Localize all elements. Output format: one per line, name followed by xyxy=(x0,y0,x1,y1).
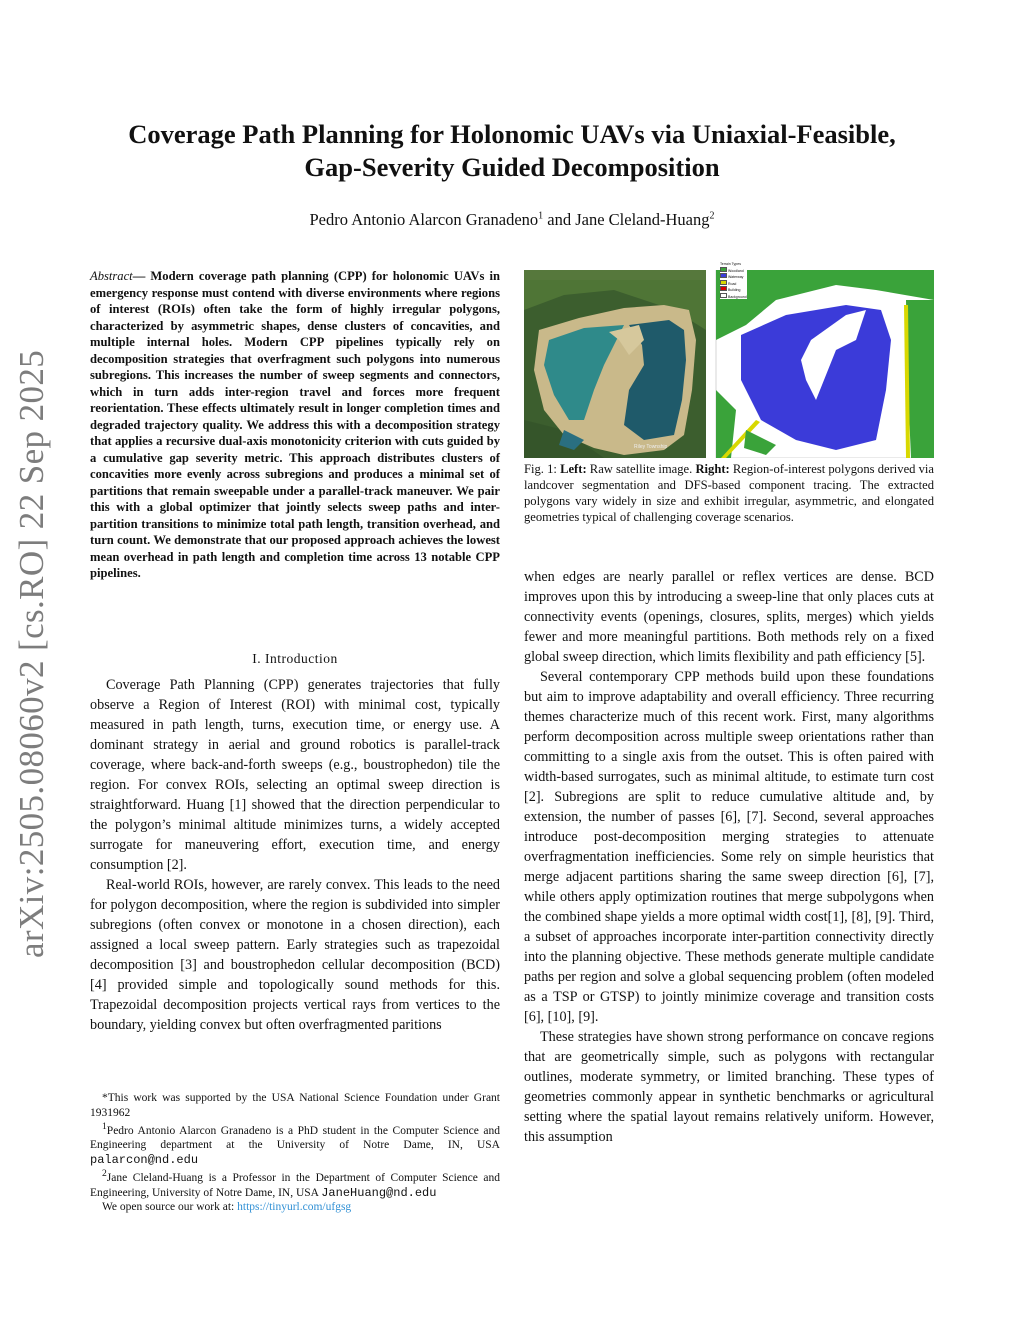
author-2: Jane Cleland-Huang xyxy=(575,210,710,229)
open-source-link[interactable]: https://tinyurl.com/ufgsg xyxy=(237,1201,352,1214)
caption-prefix: Fig. 1: xyxy=(524,462,561,476)
legend-label: Background xyxy=(728,294,747,299)
figure-1 xyxy=(524,262,934,458)
legend-label: Waterway xyxy=(728,275,744,279)
author-1-affiliation: 1 xyxy=(538,210,544,222)
intro-paragraph-1: Coverage Path Planning (CPP) generates trajectories that fully observe a Region of Interest (ROI) with minimal cost, typically measured in path length, turns, execution time, or energy use. A dominant strategy in aerial and ground robotics is parallel-track coverage, where back-and-forth sweeps (e.g., boustrophedon) tile the region. For convex ROIs, selecting an optimal sweep direction is straightforward. Huang [1] showed that the direction perpendicular to the polygon’s minimal altitude minimizes turns, a widely accepted surrogate for maneuvering effort, execution time, and energy consumption [2]. xyxy=(90,677,500,873)
footnote-1-marker: 1 xyxy=(102,1121,107,1132)
legend-label: Building xyxy=(728,288,741,292)
footnote-2-text: Jane Cleland-Huang is a Professor in the Department of Computer Science and Engineering, University of Notre Dame, IN, USA xyxy=(90,1172,500,1199)
title-line-2: Gap-Severity Guided Decomposition xyxy=(304,152,720,182)
legend-item xyxy=(720,293,747,300)
footnote-funding: *This work was supported by the USA National Science Foundation under Grant 1931962 xyxy=(90,1092,500,1119)
legend-swatch xyxy=(720,267,727,272)
author-conjunction: and xyxy=(543,210,576,229)
legend-label: Road xyxy=(728,281,737,286)
intro-paragraph-2: Real-world ROIs, however, are rarely convex. This leads to the need for polygon decomposition, where the region is subdivided into simpler subregions (often convex or monotone in a chosen direction), each assigned a local sweep pattern. Early strategies such as trapezoidal decomposition [3] and boustrophedon cellular decomposition (BCD) [4] provided simple and topologically sound methods for this. Trapezoidal decomposition projects vertical rays from vertices to the boundary, yielding convex but often overfragmented paritions xyxy=(90,877,500,1033)
caption-left-label: Left: xyxy=(560,462,587,476)
abstract-label: Abstract xyxy=(90,269,133,283)
title-line-1: Coverage Path Planning for Holonomic UAVs via Uniaxial-Feasible, xyxy=(128,119,896,149)
legend-title: Terrain Types xyxy=(720,262,741,266)
right-paragraph-3: These strategies have shown strong performance on concave regions that are geometrically simple, such as polygons with rectangular outlines, moderate symmetry, or limited branching. These types of geometries commonly appear in synthetic benchmarks or agricultural setting where the spatial layout remains relatively uniform. However, this assumption xyxy=(524,1029,934,1145)
right-paragraph-1: when edges are nearly parallel or reflex vertices are dense. BCD improves upon this by introducing a sweep-line that only places cuts at connectivity events (openings, closures, splits, merges) which yields fewer and more meaningful partitions. Both methods rely on a fixed global sweep direction, which limits flexibility and path efficiency [5]. xyxy=(524,569,934,665)
abstract-dash: — xyxy=(132,269,146,283)
footnotes xyxy=(90,1091,500,1215)
figure-1-caption xyxy=(524,461,934,525)
satellite-watermark: Riley Township xyxy=(634,444,668,450)
author-1: Pedro Antonio Alarcon Granadeno xyxy=(309,210,539,229)
caption-right-text: Region-of-interest polygons derived via landcover segmentation and DFS-based component tracing. The extracted polygons vary widely in size and exhibit irregular, asymmetric, and elongated geometries typical of challenging coverage scenarios. xyxy=(524,462,935,524)
segmentation-map xyxy=(716,270,934,458)
footnote-2-email: JaneHuang@nd.edu xyxy=(321,1185,437,1200)
footnote-2-marker: 2 xyxy=(102,1168,107,1180)
right-paragraph-2: Several contemporary CPP methods build upon these foundations but aim to improve adaptability and overall efficiency. Three recurring themes characterize much of this recent work. First, many algorithms perform decomposition across multiple sweep orientations rather than committing to a single axis from the outset. This is often paired with width-based surrogates, such as minimal altitude, to estimate turn cost [2]. Subregions are split to reduce cumulative altitude and, by extension, the number of passes [6], [7]. Second, several approaches introduce post-decomposition merging strategies to attenuate overfragmentation inefficiencies. Some rely on simple heuristics that merge adjacent partitions sharing the same sweep direction [6], [7], while others apply optimization routines that merge subpolygons when the combined shape yields a more optimal width cost[1], [8], [9]. Third, a subset of approaches incorporate inter-partition connectivity directly into the planning objective. These methods generate multiple candidate paths per region and solve a global sequencing problem (often modeled as a TSP or GTSP) to jointly minimize coverage and transition costs [6], [10], [9]. xyxy=(524,669,934,1025)
caption-left-text: Raw satellite image. xyxy=(586,462,696,476)
caption-right-label: Right: xyxy=(695,462,730,476)
footnote-1-text: Pedro Antonio Alarcon Granadeno is a PhD student in the Computer Science and Engineering department at the University of Notre Dame, IN, USA xyxy=(90,1124,500,1152)
footnote-3-text: We open source our work at: xyxy=(102,1201,238,1214)
footnote-author-2 xyxy=(90,1167,500,1200)
footnote-author-1 xyxy=(90,1120,500,1167)
arxiv-sidebar-stamp: arXiv:2505.08060v2 [cs.RO] 22 Sep 2025 xyxy=(12,349,51,958)
paper-title xyxy=(80,118,944,184)
satellite-image xyxy=(524,270,706,458)
legend-swatch xyxy=(720,286,727,291)
abstract-text: Modern coverage path planning (CPP) for holonomic UAVs in emergency response must contend with diverse environments where regions of interest (ROIs) often take the form of highly irregular polygons, characterized by asymmetric shapes, dense clusters of concavities, and multiple internal holes. Modern CPP pipelines typically rely on decomposition strategies that overfragment such polygons into numerous subregions. This increases the number of sweep segments and connectors, which in turn adds inter-region travel and forces more frequent reorientation. These effects ultimately result in longer completion times and degraded trajectory quality. We address this with a decomposition strategy that applies a recursive dual-axis monotonicity criterion with cuts guided by a cumulative gap severity metric. This approach distributes clusters of concavities more evenly across subregions and produces a minimal set of partitions that remain sweepable under a parallel-track maneuver. We pair this with a global optimizer that jointly selects sweep paths and inter-partition transitions to minimize total path length, transition overhead, and turn count. We demonstrate that our proposed approach achieves the lowest mean overhead in path length and completion time across 13 notable CPP pipelines. xyxy=(90,269,500,580)
footnote-open-source xyxy=(90,1200,500,1215)
author-line xyxy=(80,210,944,230)
section-heading-introduction: I. Introduction xyxy=(252,651,338,666)
intro-right-column xyxy=(524,567,934,1147)
intro-left-column xyxy=(90,675,500,1035)
segmentation-legend xyxy=(720,262,747,299)
legend-swatch xyxy=(720,293,727,298)
legend-items xyxy=(720,267,747,300)
author-2-affiliation: 2 xyxy=(709,210,715,222)
legend-label: Woodland xyxy=(728,268,744,273)
footnote-1-email: palarcon@nd.edu xyxy=(90,1152,199,1167)
abstract xyxy=(90,268,500,582)
legend-swatch xyxy=(720,273,727,278)
legend-swatch xyxy=(720,280,727,285)
